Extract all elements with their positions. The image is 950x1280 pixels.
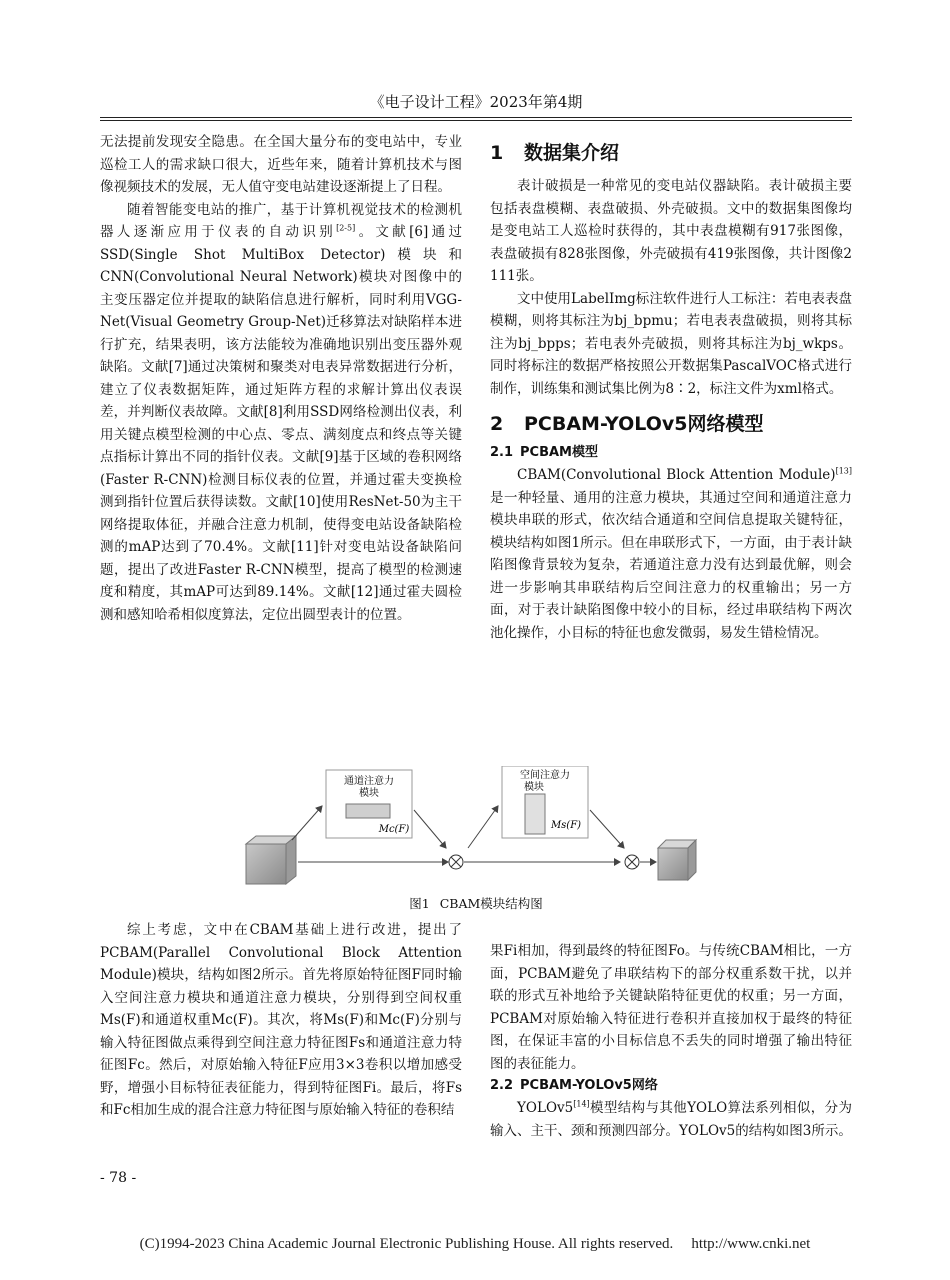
subsection-title: PCBAM模型 [520,445,598,460]
paragraph: 综上考虑，文中在CBAM基础上进行改进，提出了PCBAM(Parallel Convolutional Block Attention Module)模块，结构如图2所示。首先将原始特征图F同时输入空间注意力模块和通道注意力模块，分别得到空间权重Ms(F)和通道权重Mc(F)。其次，将Ms(F)和Mc(F)分别与输入特征图做点乘得到空间注意力特征图Fs和通道注意力特征图Fc。然后，对原始输入特征F应用3×3卷积以增加感受野，增强小目标特征表征能力，得到特征图Fi。最后，将Fs和Fc相加生成的混合注意力特征图与原始输入特征的卷积结 [100,922,462,1118]
paragraph-text: 随着智能变电站的推广，基于计算机视觉技术的检测机器人逐渐应用于仪表的自动识别 [100,201,462,240]
section-title: 数据集介绍 [524,142,620,164]
citation: [13] [835,466,852,476]
section-heading-2 [490,410,852,438]
subsection-title: PCBAM-YOLOv5网络 [520,1078,658,1093]
footer-url[interactable]: http://www.cnki.net [691,1236,811,1252]
channel-attention-module [326,770,412,838]
figure-number: 图1 [409,896,430,911]
spatial-module-label: 模块 [524,782,544,793]
channel-weight-label: Mc(F) [378,824,410,835]
figure-cbam-structure [240,766,700,896]
flow-arrow [292,806,322,840]
flow-arrow [414,810,446,848]
spatial-attention-module [502,766,588,838]
flow-arrow [468,806,498,848]
copyright-footer [0,1236,950,1253]
subsection-number: 2.2 [490,1078,514,1093]
channel-module-label: 通道注意力 [344,776,394,787]
spatial-module-label: 空间注意力 [520,770,570,781]
paragraph: 果Fi相加，得到最终的特征图Fo。与传统CBAM相比，一方面，PCBAM避免了串联结构下的部分权重系数干扰，以并联的形式互补地给予关键缺陷特征更优的权重；另一方面，PCBAM对原始输入特征进行卷积并直接加权于最终的特征图，在保证丰富的小目标信息不丢失的同时增强了输出特征图的表征能力。 [490,943,852,1072]
input-feature-cube [246,836,296,884]
header-rule-top [100,117,852,118]
multiply-operator-1 [449,855,463,869]
paragraph-text: 。文献[6]通过SSD(Single Shot MultiBox Detector)模块和CNN(Convolutional Neural Network)模块对图像中的主变压器定位并提取的缺陷信息进行解析，同时利用VGG-Net(Visual Geometry Group-Net)迁移算法对缺陷样本进行扩充，结果表明，该方法能较为准确地识别出变压器外观缺陷。文献[7]通过决策树和聚类对电表异常数据进行分析，建立了仪表数据矩阵，通过矩阵方程的求解计算出仪表误差，并判断仪表故障。文献[8]利用SSD网络检测出仪表，利用关键点模型检测的中心点、零点、满刻度点和终点等关键点指标计算出不同的指针仪表。文献[9]基于区域的卷积网络(Faster R-CNN)检测目标仪表的位置，并通过霍夫变换检测到指针位置后获得读数。文献[10]使用ResNet-50为主干网络提取体征，并融合注意力机制，使得变电站设备缺陷检测的mAP达到了70.4%。文献[11]针对变电站设备缺陷问题，提出了改进Faster R-CNN模型，提高了模型的检测速度和精度，其mAP可达到89.14%。文献[12]通过霍夫圆检测和感知哈希相似度算法，定位出圆型表计的位置。 [100,224,463,623]
citation: [2-5] [336,223,356,233]
paragraph [490,1097,852,1142]
journal-header: 《电子设计工程》2023年第4期 [369,93,583,111]
spatial-weight-label: Ms(F) [550,820,582,831]
section-number: 2 [490,413,504,435]
paragraph: 文中使用LabelImg标注软件进行人工标注：若电表表盘模糊，则将其标注为bj_bpmu；若电表表盘破损，则将其标注为bj_bpps；若电表外壳破损，则将其标注为bj_wkps。同时将标注的数据严格按照公开数据集PascalVOC格式进行制作，训练集和测试集比例为8∶2，标注文件为xml格式。 [490,290,852,397]
citation: [14] [573,1099,590,1109]
paragraph-text: 是一种轻量、通用的注意力模块，其通过空间和通道注意力模块串联的形式，依次结合通道和空间信息提取关键特征，模块结构如图1所示。但在串联形式下，一方面，由于表计缺陷图像背景较为复杂，若通道注意力没有达到最优解，则会进一步影响其串联结构后空间注意力的权重输出；另一方面，对于表计缺陷图像中较小的目标，经过串联结构下两次池化操作，小目标的特征也愈发微弱，易发生错检情况。 [490,489,852,641]
subsection-heading-2-1 [490,442,852,464]
left-column-bottom [100,919,462,1122]
paragraph [100,199,462,627]
paragraph: 表计破损是一种常见的变电站仪器缺陷。表计破损主要包括表盘模糊、表盘破损、外壳破损。文中的数据集图像均是变电站工人巡检时获得的，其中表盘模糊有917张图像，表盘破损有828张图像，外壳破损有419张图像，共计图像2 111张。 [490,178,852,284]
copyright-text: (C)1994-2023 China Academic Journal Electronic Publishing House. All rights reserved. [139,1236,674,1252]
paragraph [490,464,852,644]
section-number: 1 [490,142,504,164]
header-rule-bottom [100,120,852,121]
multiply-operator-2 [625,855,639,869]
page-number: - 78 - [100,1170,137,1186]
channel-module-label: 模块 [359,788,379,799]
flow-arrow [590,810,624,848]
section-title: PCBAM-YOLOv5网络模型 [524,413,764,435]
figure-caption [100,895,852,913]
paragraph: 无法提前发现安全隐患。在全国大量分布的变电站中，专业巡检工人的需求缺口很大，近些年来，随着计算机技术与图像视频技术的发展，无人值守变电站建设逐渐提上了日程。 [100,134,462,195]
subsection-heading-2-2 [490,1075,852,1097]
figure-caption-text: CBAM模块结构图 [439,896,543,911]
left-column-top [100,131,462,626]
paragraph-text: CBAM(Convolutional Block Attention Module) [517,467,836,483]
output-feature-cube [658,840,696,880]
paragraph-text: YOLOv5 [517,1100,574,1116]
paragraph-text: 模型结构与其他YOLO算法系列相似，分为输入、主干、颈和预测四部分。YOLOv5的结构如图3所示。 [490,1100,852,1139]
subsection-number: 2.1 [490,445,514,460]
section-heading-1 [490,139,852,167]
right-column-top [490,139,852,644]
right-column-bottom [490,940,852,1142]
